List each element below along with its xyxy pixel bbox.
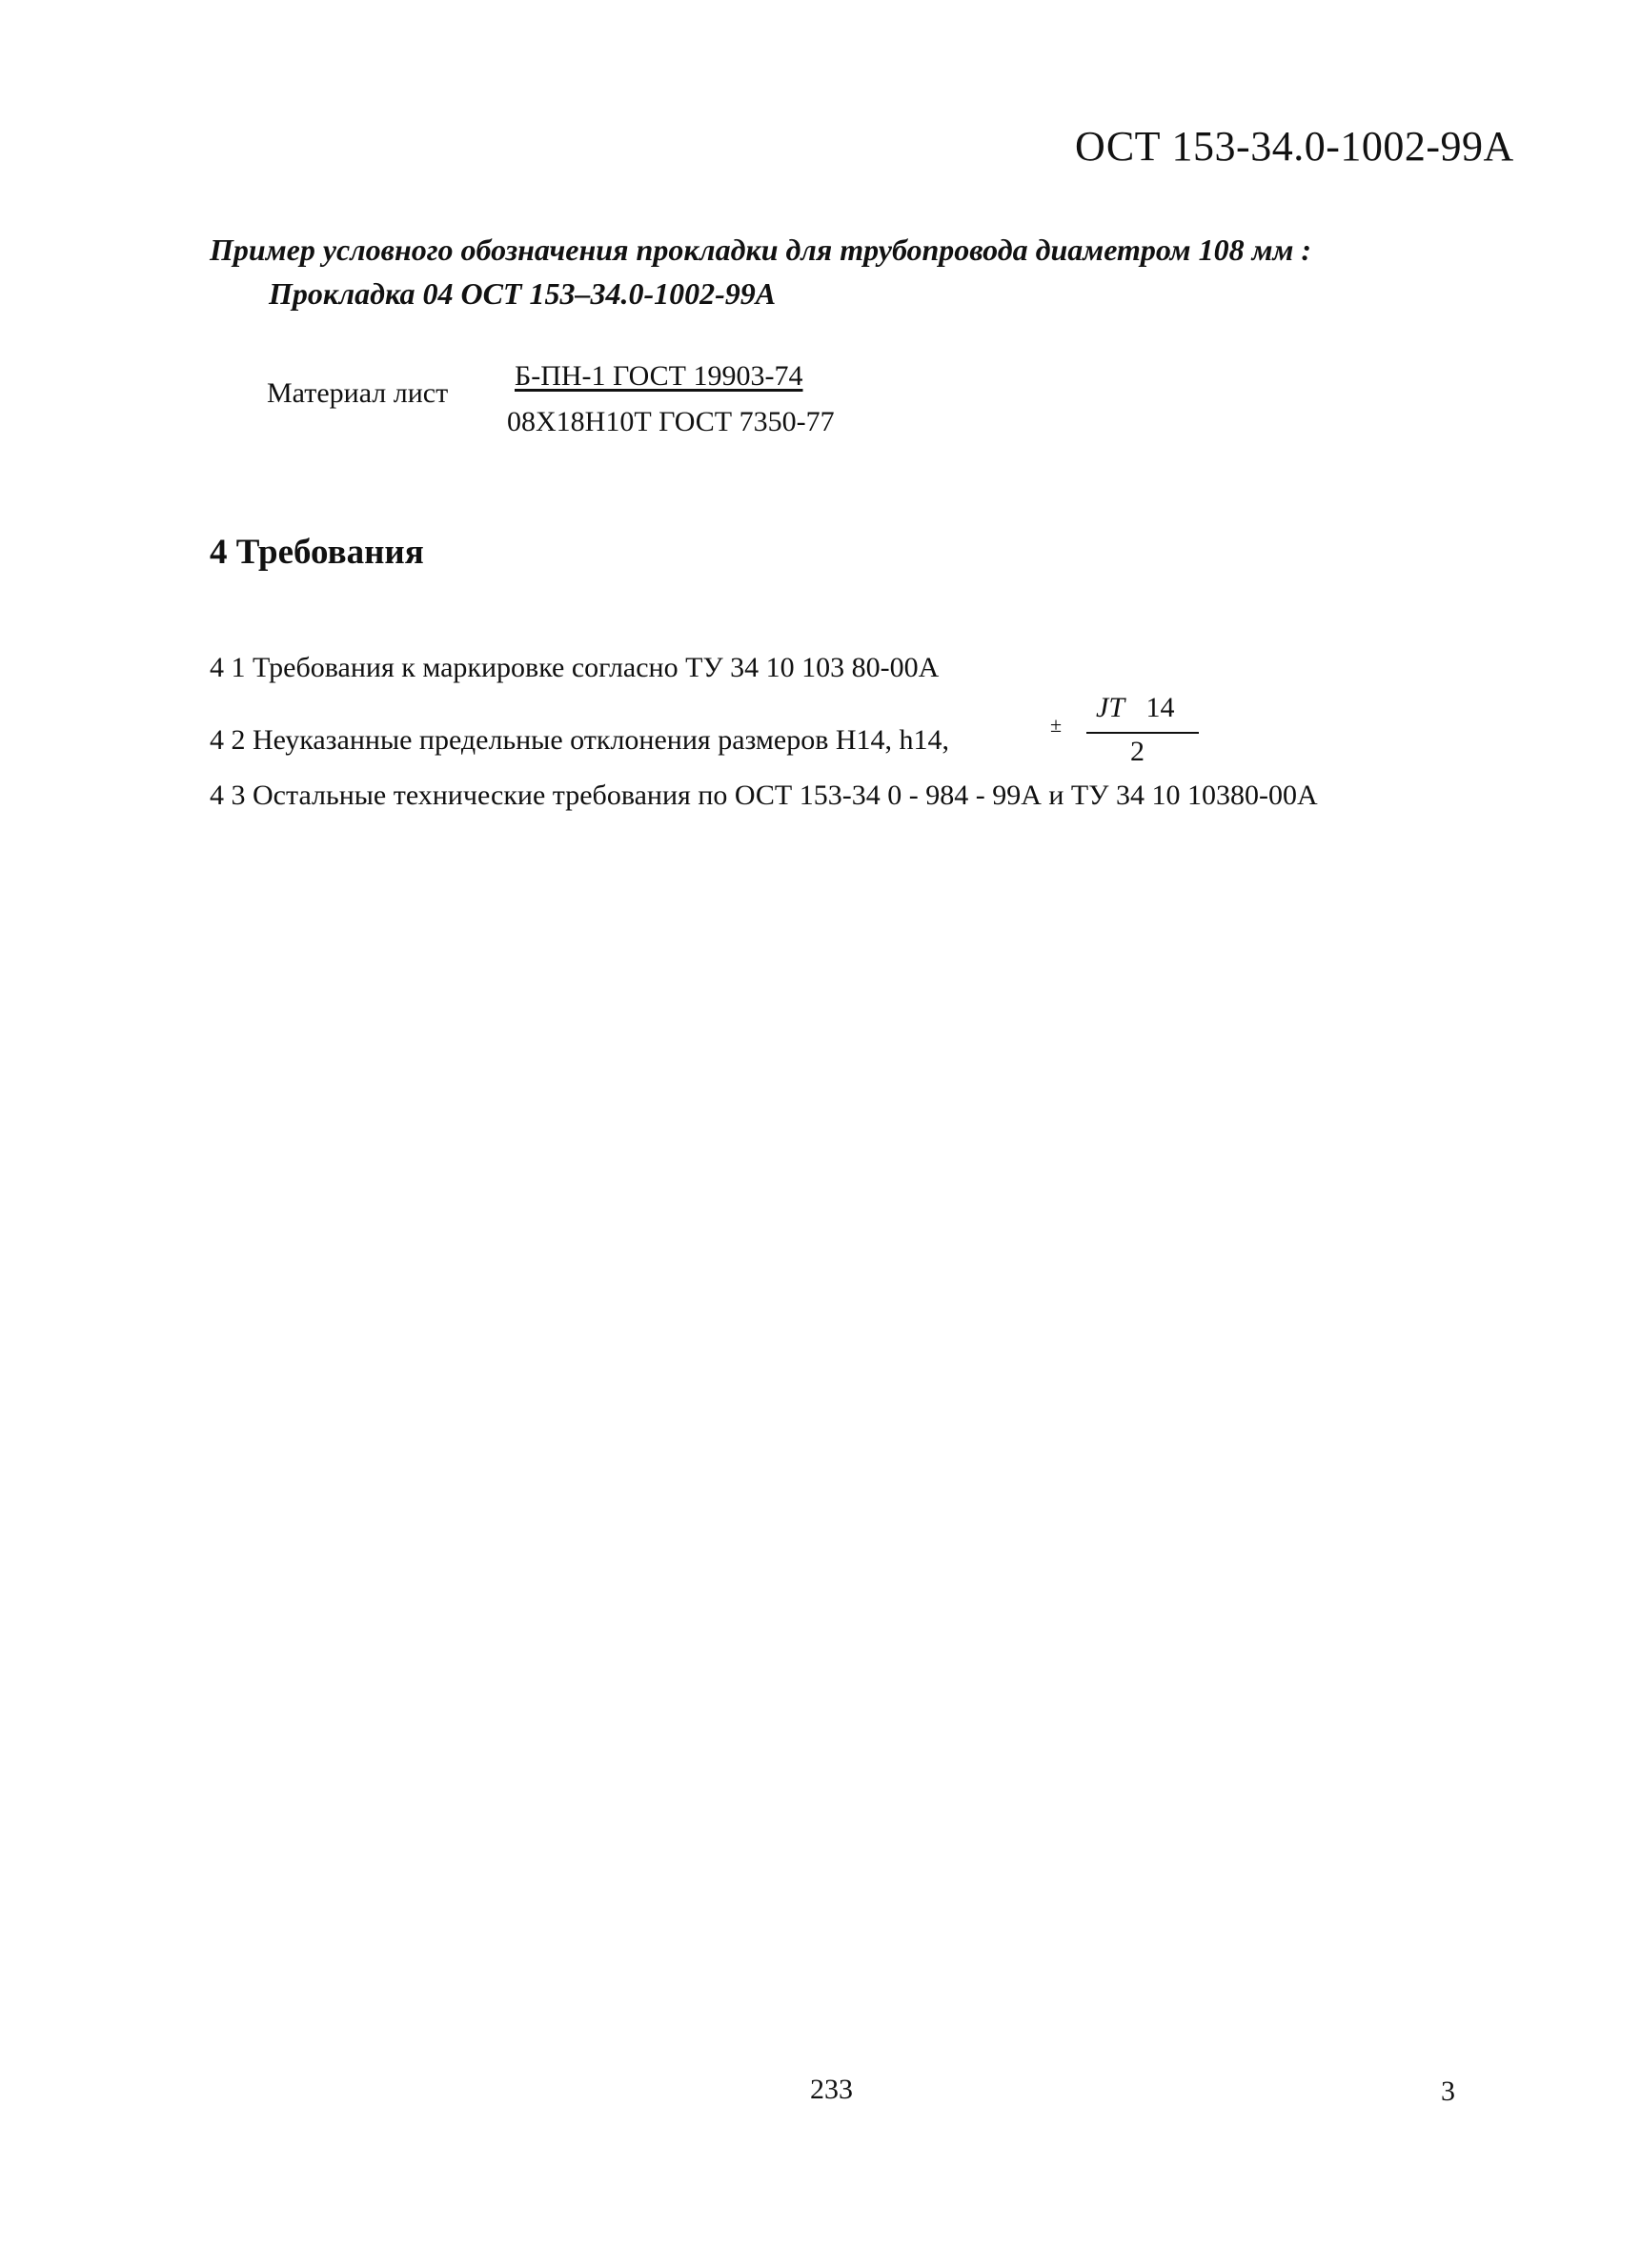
fraction-numerator <box>1096 692 1175 724</box>
tolerance-grade: 14 <box>1145 692 1175 723</box>
fraction-denominator: 2 <box>1130 736 1145 767</box>
material-label: Материал лист <box>267 377 449 409</box>
section-heading: 4 Требования <box>210 533 424 572</box>
page-number: 233 <box>810 2074 853 2105</box>
designation-example-title: Пример условного обозначения прокладки для трубопровода диаметром 108 мм : <box>210 233 1312 267</box>
requirement-4-3: 4 3 Остальные технические требования по ОСТ 153-34 0 - 984 - 99А и ТУ 34 10 10380-00А <box>210 780 1318 811</box>
document-code: ОСТ 153-34.0-1002-99А <box>1075 123 1514 170</box>
material-grade: Б-ПН-1 ГОСТ 19903-74 <box>515 360 803 392</box>
designation-example-value: Прокладка 04 ОСТ 153–34.0-1002-99А <box>269 276 777 311</box>
requirement-4-1: 4 1 Требования к маркировке согласно ТУ 34 10 103 80-00А <box>210 652 940 683</box>
tolerance-symbol: JT <box>1096 692 1124 723</box>
material-steel: 08Х18Н10Т ГОСТ 7350-77 <box>507 406 835 437</box>
sheet-number: 3 <box>1441 2076 1455 2107</box>
fraction-line <box>1086 732 1199 734</box>
requirement-4-2: 4 2 Неуказанные предельные отклонения размеров Н14, h14, <box>210 724 950 756</box>
plus-minus-sign: ± <box>1050 713 1063 737</box>
